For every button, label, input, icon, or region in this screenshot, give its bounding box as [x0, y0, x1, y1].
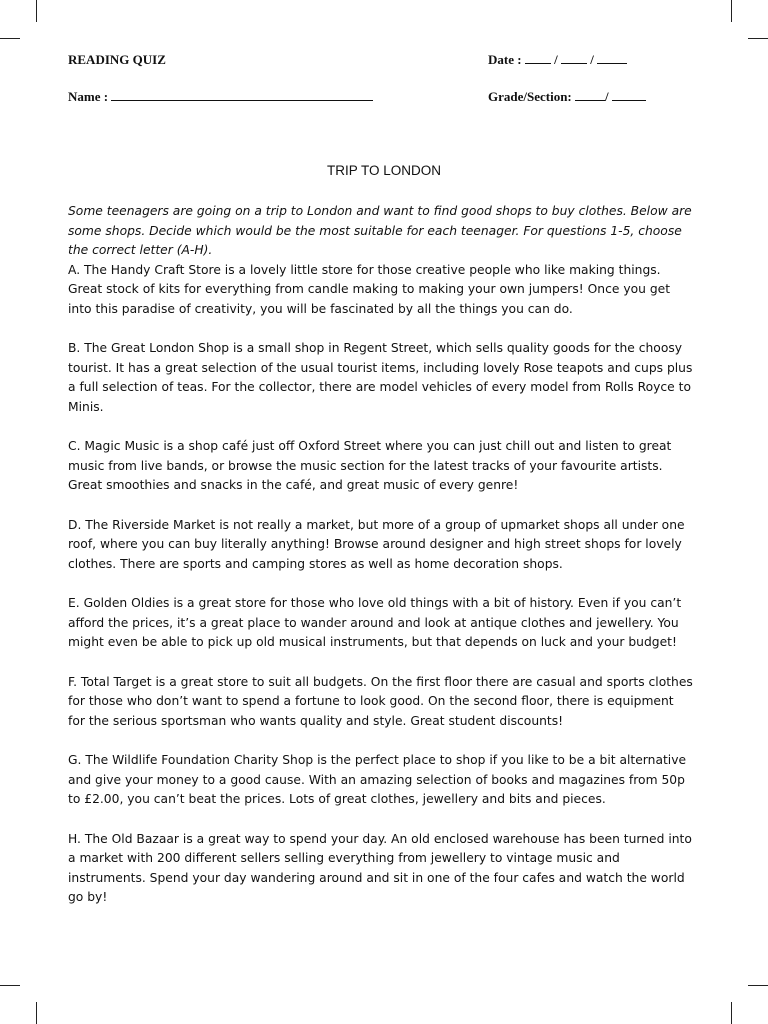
crop-mark-top-left — [0, 38, 20, 39]
shop-paragraph-f: F. Total Target is a great store to suit all budgets. On the first floor there are casual and sports clothes for those who don’t want to spend a fortune to look good. On the second floor, there is equipment for the serious sportsman who wants quality and style. Great student discounts! — [68, 674, 693, 728]
shop-paragraph-c: C. Magic Music is a shop café just off Oxford Street where you can just chill out and listen to great music from live bands, or browse the music section for the latest tracks of your favourite artists. Great smoothies and snacks in the café, and great music of every genre! — [68, 439, 672, 492]
date-year-blank[interactable] — [597, 52, 627, 64]
shop-paragraph-b: B. The Great London Shop is a small shop in Regent Street, which sells quality goods for the choosy tourist. It has a great selection of the usual tourist items, including lovely Rose teapots and cups plus a full selection of teas. For the collector, there are model vehicles of every model from Rolls Royce to Minis. — [68, 341, 693, 414]
crop-mark-bottom-right — [748, 985, 768, 986]
page-title: TRIP TO LONDON — [326, 163, 442, 178]
crop-mark-bottom-left — [0, 985, 20, 986]
name-field — [68, 89, 373, 105]
quiz-label: READING QUIZ — [68, 52, 166, 67]
crop-mark-bottom-right — [731, 1002, 732, 1024]
name-label: Name : — [68, 89, 109, 104]
shop-paragraph-h: H. The Old Bazaar is a great way to spend your day. An old enclosed warehouse has been turned into a market with 200 different sellers selling everything from jewellery to vintage music and instruments. Spend your day wandering around and sit in one of the four cafes and watch the world go by! — [68, 831, 692, 904]
date-label: Date : — [488, 52, 522, 67]
grade-separator: / — [605, 89, 609, 104]
reading-passage — [68, 202, 693, 928]
date-separator: / — [554, 52, 558, 67]
name-blank[interactable] — [111, 89, 373, 101]
crop-mark-top-right — [748, 38, 768, 39]
grade-section-field — [488, 89, 646, 105]
crop-mark-bottom-left — [36, 1002, 37, 1024]
date-day-blank[interactable] — [525, 52, 551, 64]
grade-label: Grade/Section: — [488, 89, 572, 104]
date-month-blank[interactable] — [561, 52, 587, 64]
instructions: Some teenagers are going on a trip to London and want to find good shops to buy clothes. Below are some shops. Decide which would be the most suitable for each teenager. For questions 1-5, choose the correct letter (A-H). — [68, 204, 692, 257]
grade-blank[interactable] — [575, 89, 605, 101]
shop-paragraph-a: A. The Handy Craft Store is a lovely little store for those creative people who like making things. Great stock of kits for everything from candle making to making your own jumpers! Once you get into this paradise of creativity, you will be fascinated by all the things you can do. — [68, 262, 671, 316]
section-blank[interactable] — [612, 89, 646, 101]
shop-paragraph-e: E. Golden Oldies is a great store for those who love old things with a bit of history. Even if you can’t afford the prices, it’s a great place to wander around and look at antique clothes and jewellery. You might even be able to pick up old musical instruments, but that depends on luck and your budget! — [68, 596, 682, 649]
shop-paragraph-g: G. The Wildlife Foundation Charity Shop is the perfect place to shop if you like to be a bit alternative and give your money to a good cause. With an amazing selection of books and magazines from 50p to £2.00, you can’t beat the prices. Lots of great clothes, jewellery and bits and pieces. — [68, 753, 687, 806]
shop-paragraph-d: D. The Riverside Market is not really a market, but more of a group of upmarket shops all under one roof, where you can buy literally anything! Browse around designer and high street shops for lovely clothes. There are sports and camping stores as well as home decoration shops. — [68, 517, 685, 571]
crop-mark-top-left — [36, 0, 37, 22]
date-separator: / — [590, 52, 594, 67]
crop-mark-top-right — [731, 0, 732, 22]
date-field — [488, 52, 627, 68]
